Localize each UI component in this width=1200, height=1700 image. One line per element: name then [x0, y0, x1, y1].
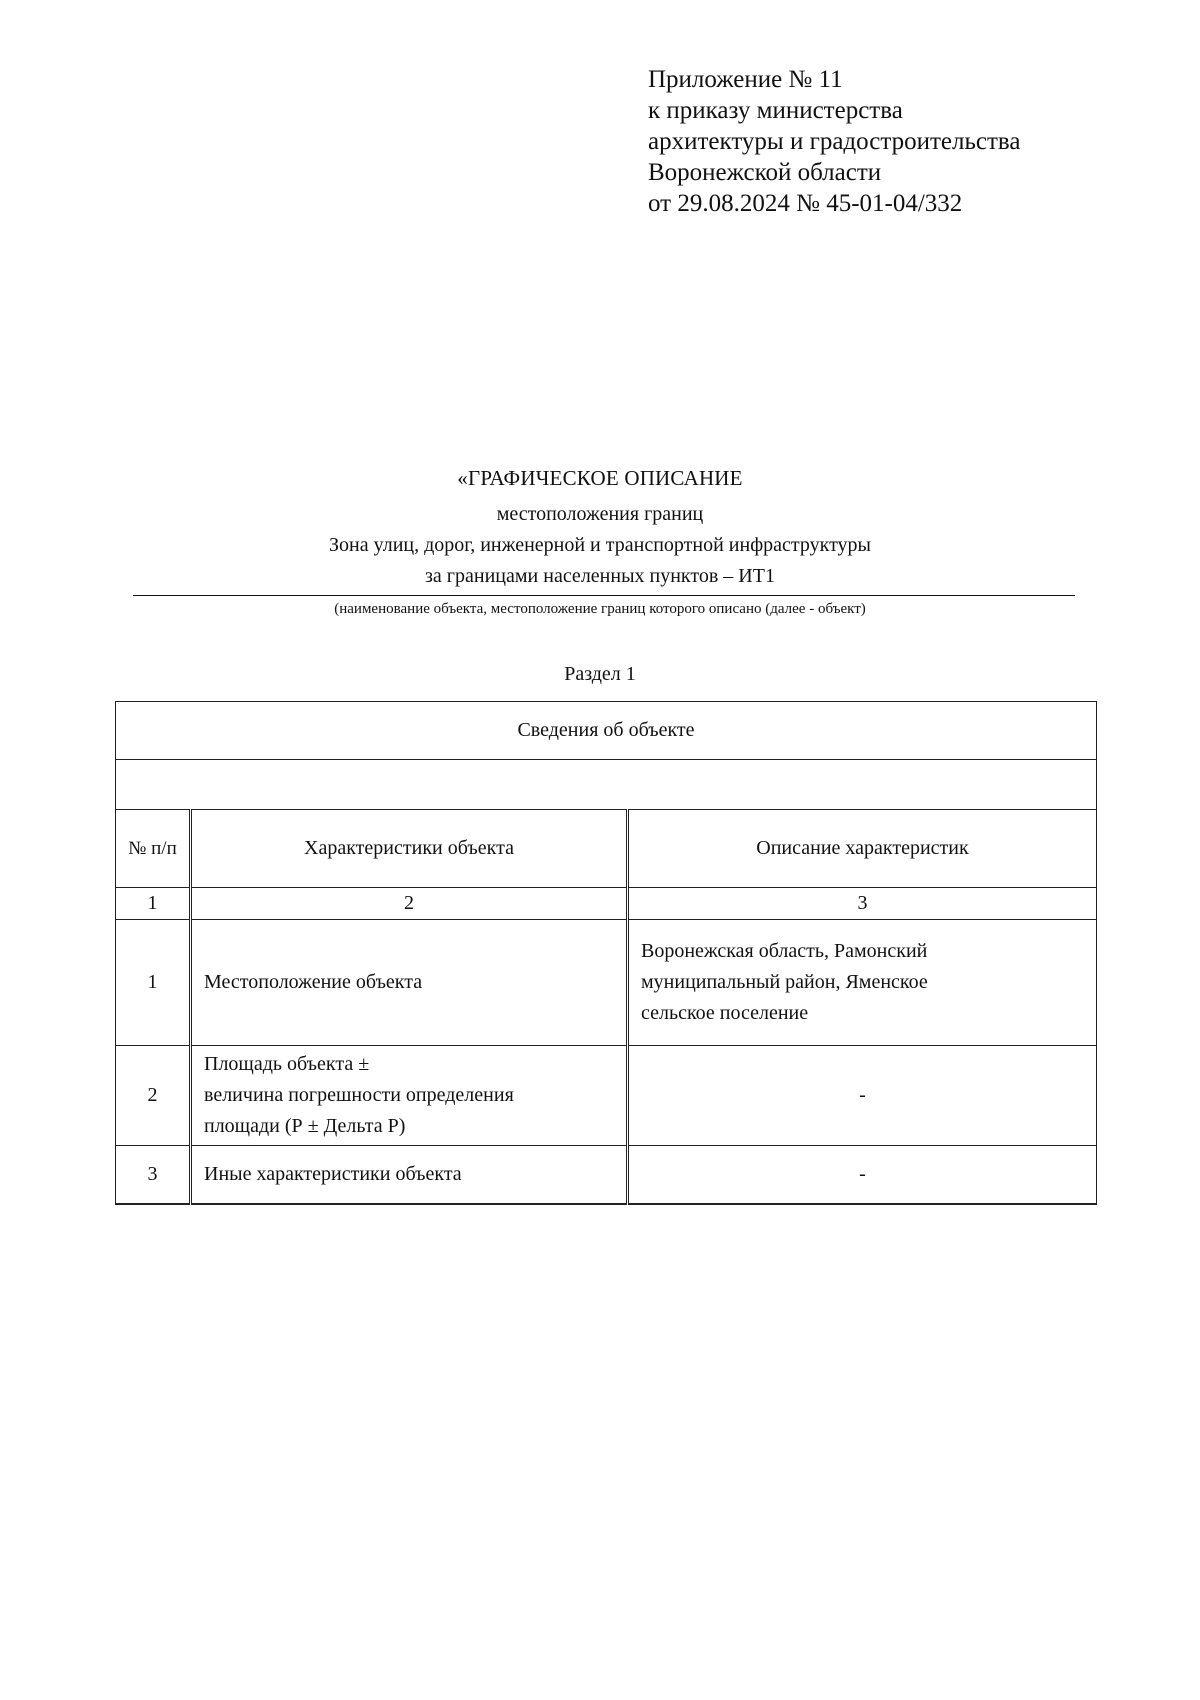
table-empty-cell [116, 760, 1097, 810]
column-number-2: 2 [191, 888, 628, 920]
appendix-line-1: Приложение № 11 [648, 66, 843, 93]
row-description-line: муниципальный район, Яменское [641, 971, 928, 993]
appendix-line-4: Воронежской области [648, 159, 882, 186]
table-caption: Сведения об объекте [116, 702, 1097, 760]
appendix-line-3: архитектуры и градостроительства [648, 128, 1021, 155]
row-characteristic-line: Площадь объекта ± [204, 1053, 370, 1075]
table-caption-row [116, 702, 1097, 760]
row-characteristic: Иные характеристики объекта [191, 1146, 628, 1204]
row-description: - [628, 1146, 1097, 1204]
object-info-table [115, 701, 1097, 1205]
column-number-3: 3 [628, 888, 1097, 920]
table-row [116, 1046, 1097, 1146]
document-subtitle-1: местоположения границ [496, 503, 704, 525]
header-characteristic: Характеристики объекта [191, 810, 628, 888]
header-description: Описание характеристик [628, 810, 1097, 888]
document-title: «ГРАФИЧЕСКОЕ ОПИСАНИЕ [457, 466, 743, 490]
column-number-row [116, 888, 1097, 920]
row-number: 3 [116, 1146, 191, 1204]
section-label: Раздел 1 [564, 663, 636, 685]
document-subtitle-2: Зона улиц, дорог, инженерной и транспортной инфраструктуры [329, 534, 871, 556]
table-row [116, 1146, 1097, 1204]
row-characteristic: Местоположение объекта [191, 920, 628, 1046]
column-number-1: 1 [116, 888, 191, 920]
document-subtitle-3: за границами населенных пунктов – ИТ1 [425, 565, 775, 587]
object-name-underline [133, 595, 1075, 596]
header-num: № п/п [116, 810, 191, 888]
row-description [628, 920, 1097, 1046]
row-description-line: Воронежская область, Рамонский [641, 940, 928, 962]
table-row [116, 920, 1097, 1046]
object-name-caption: (наименование объекта, местоположение границ которого описано (далее - объект) [334, 601, 866, 617]
row-characteristic [191, 1046, 628, 1146]
row-number: 2 [116, 1046, 191, 1146]
row-description: - [628, 1046, 1097, 1146]
row-characteristic-line: величина погрешности определения [204, 1084, 514, 1106]
row-number: 1 [116, 920, 191, 1046]
row-description-line: сельское поселение [641, 1002, 809, 1024]
appendix-line-2: к приказу министерства [648, 97, 903, 124]
row-characteristic-line: площади (Р ± Дельта Р) [204, 1115, 406, 1137]
appendix-line-5: от 29.08.2024 № 45-01-04/332 [648, 190, 963, 217]
table-header-row [116, 810, 1097, 888]
appendix-block [648, 64, 1168, 219]
table-empty-row [116, 760, 1097, 810]
